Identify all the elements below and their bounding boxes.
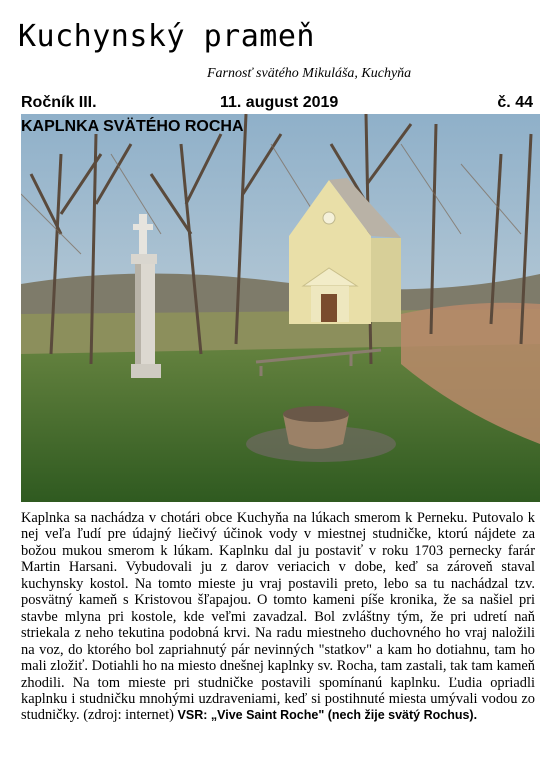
- parish-subtitle: Farnosť svätého Mikuláša, Kuchyňa: [207, 66, 412, 81]
- issue-volume: Ročník III.: [21, 94, 97, 111]
- issue-number: č. 44: [497, 94, 533, 111]
- chapel-photo: [21, 114, 540, 502]
- article-headline: KAPLNKA SVÄTÉHO ROCHA: [21, 118, 244, 135]
- article-body: [21, 510, 535, 724]
- issue-info: [21, 94, 533, 114]
- newsletter-title: Kuchynský prameň: [18, 19, 315, 54]
- issue-date: 11. august 2019: [220, 94, 339, 111]
- article-signature: VSR: „Vive Saint Roche" (nech žije svätý Rochus).: [177, 708, 478, 723]
- chapel-photo-illustration: [21, 114, 540, 502]
- article-text: Kaplnka sa nachádza v chotári obce Kuchyňa na lúkach smerom k Perneku. Putovalo k nej veľa ľudí pre údajný liečivý účinok vody v miestnej studničke, ktorú nájdete za božou mukou smerom k lúkam. Kaplnku dal ju postaviť v roku 1703 pernecky farár Martin Harsani. Vybudovali ju z darov veriacich v dobe, keď sa zároveň staval kuchynsky kostol. Na tomto mieste ju vraj postavili preto, lebo sa tu nachádzal tzv. posvätný kameň s Kristovou šľapajou. O tomto kameni píše kronika, že sa našiel pri stavbe mlyna pri kostole, kde veľmi zavadzal. Bol zvláštny tým, že pri udretí naň striekala z neho tekutina podobná krvi. Na radu miestneho duchovného ho vraj naložili na voz, do ktorého bol zapriahnutý pár nevinných "statkov" a kam ho dotiahnu, tam ho mali zložiť. Dotiahli ho na miesto dnešnej kaplnky sv. Rocha, tam zastali, tak tam kameň zhodili. Na tom mieste pri studničke postavili spomínanú kaplnku. Ľudia opriadli kaplnku i studničku mnohými uzdraveniami, keď si postihnuté miesta umývali vodou zo studničky. (zdroj: internet): [21, 510, 535, 724]
